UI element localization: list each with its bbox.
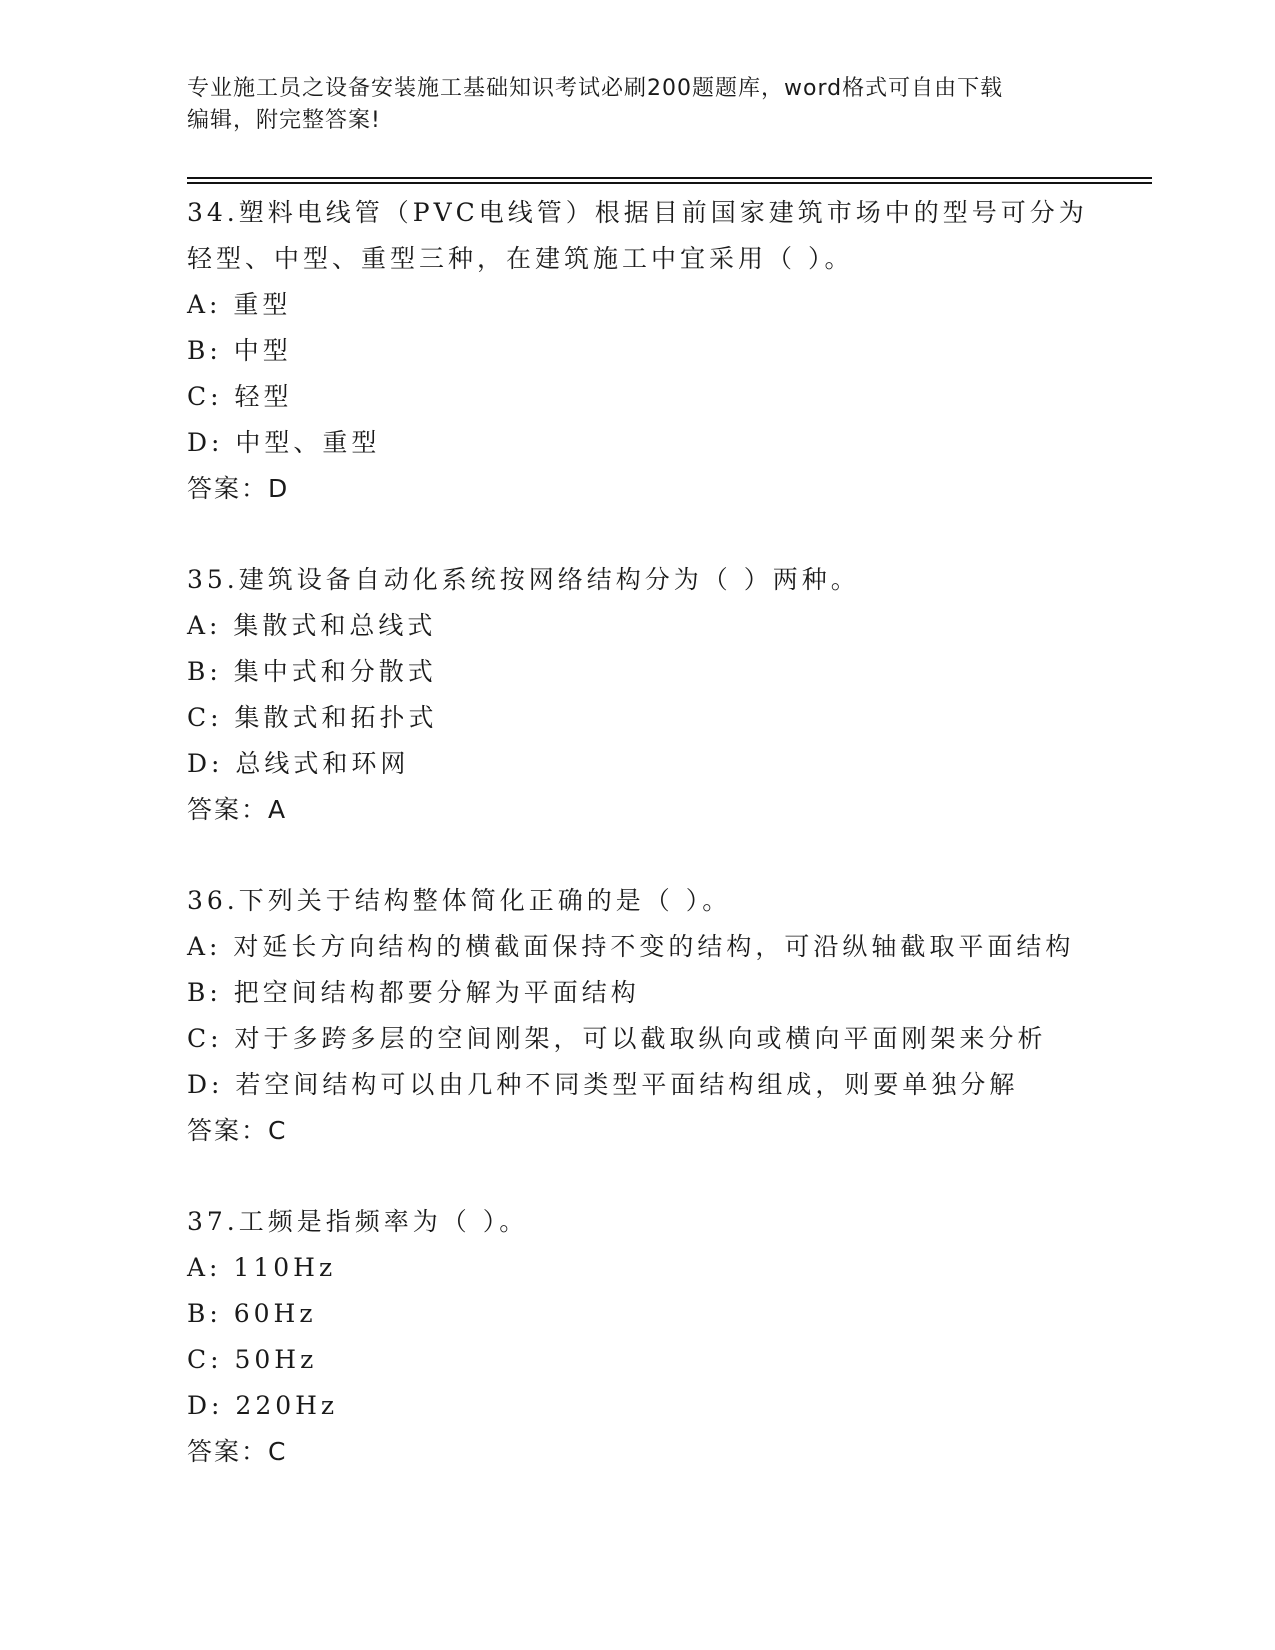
option-a: A: 重型 [187,290,292,319]
option-b: B: 集中式和分散式 [187,657,437,686]
option-d: D: 总线式和环网 [187,749,410,778]
option-a: A: 对延长方向结构的横截面保持不变的结构，可沿纵轴截取平面结构 [187,932,1075,961]
answer: 答案：D [187,474,290,503]
question-stem: 36.下列关于结构整体简化正确的是（ ）。 [187,886,732,915]
answer: 答案：A [187,795,288,824]
option-d: D: 中型、重型 [187,428,381,457]
question-37 [187,1199,1107,1475]
question-35 [187,557,1107,833]
option-b: B: 把空间结构都要分解为平面结构 [187,978,640,1007]
question-stem-line-2: 轻型、中型、重型三种，在建筑施工中宜采用（ ）。 [187,244,854,273]
question-stem: 37.工频是指频率为（ ）。 [187,1207,529,1236]
option-b: B: 60Hz [187,1299,317,1328]
option-a: A: 集散式和总线式 [187,611,437,640]
header-divider-top [187,177,1152,179]
option-c: C: 轻型 [187,382,293,411]
option-d: D: 220Hz [187,1391,339,1420]
option-d: D: 若空间结构可以由几种不同类型平面结构组成，则要单独分解 [187,1070,1019,1099]
option-c: C: 集散式和拓扑式 [187,703,438,732]
answer: 答案：C [187,1437,288,1466]
option-a: A: 110Hz [187,1253,337,1282]
question-list [187,190,1107,1520]
question-34 [187,190,1107,512]
option-c: C: 对于多跨多层的空间刚架，可以截取纵向或横向平面刚架来分析 [187,1024,1047,1053]
option-c: C: 50Hz [187,1345,318,1374]
option-b: B: 中型 [187,336,292,365]
question-stem: 35.建筑设备自动化系统按网络结构分为（ ）两种。 [187,565,860,594]
header-title-line-2: 编辑，附完整答案! [187,108,381,133]
question-stem-line-1: 34.塑料电线管（PVC电线管）根据目前国家建筑市场中的型号可分为 [187,198,1088,227]
question-36 [187,878,1107,1154]
answer: 答案：C [187,1116,288,1145]
document-header [187,73,1087,137]
header-title-line-1: 专业施工员之设备安装施工基础知识考试必刷200题题库，word格式可自由下载 [187,76,1004,101]
question-stem [187,190,1107,282]
header-divider-bottom [187,182,1152,184]
